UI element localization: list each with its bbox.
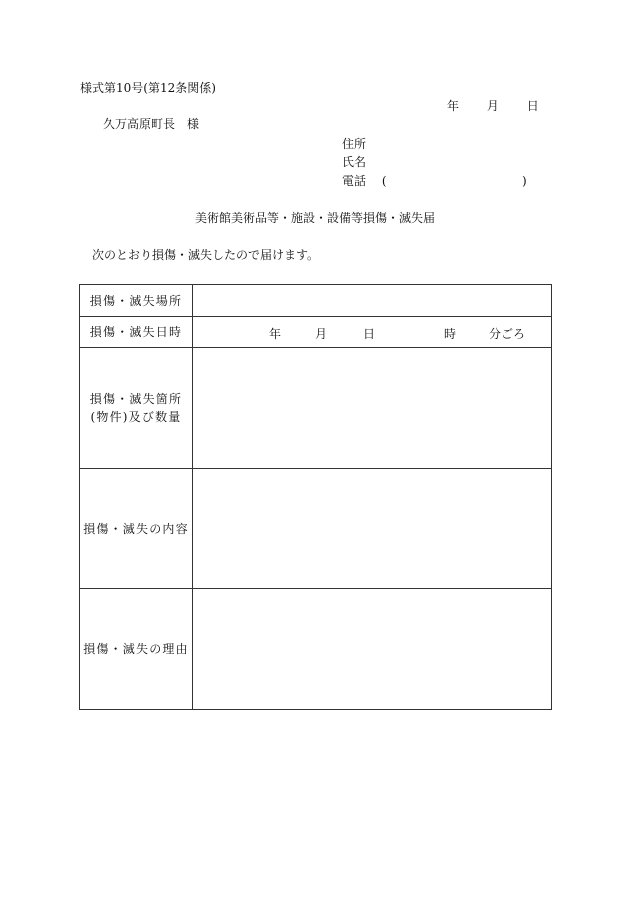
datetime-day-label: 日 <box>363 327 376 341</box>
items-value-cell[interactable] <box>193 348 552 469</box>
content-label: 損傷・滅失の内容 <box>80 469 193 589</box>
items-label-line2: (物件)及び数量 <box>90 410 182 424</box>
submission-date <box>447 99 539 113</box>
phone-open-paren: ( <box>381 174 387 188</box>
datetime-year-label: 年 <box>269 327 282 341</box>
datetime-row <box>80 317 552 348</box>
content-value-cell[interactable] <box>193 469 552 589</box>
date-year-label: 年 <box>447 99 460 113</box>
reason-row <box>80 589 552 710</box>
datetime-hour-label: 時 <box>444 327 457 341</box>
reason-value-cell[interactable] <box>193 589 552 710</box>
date-day-label: 日 <box>526 99 539 113</box>
addressee: 久万高原町長 様 <box>103 117 200 131</box>
items-label-line1: 損傷・滅失箇所 <box>89 392 183 406</box>
name-label: 氏名 <box>342 155 367 169</box>
datetime-value-cell[interactable] <box>193 317 552 348</box>
datetime-minute-label: 分ごろ <box>489 327 526 341</box>
reason-label: 損傷・滅失の理由 <box>80 589 193 710</box>
items-label <box>80 348 193 469</box>
address-label: 住所 <box>342 137 367 151</box>
datetime-label: 損傷・滅失日時 <box>80 317 193 348</box>
location-label: 損傷・滅失場所 <box>80 285 193 317</box>
date-month-label: 月 <box>486 99 499 113</box>
location-value-cell[interactable] <box>193 285 552 317</box>
page-title: 美術館美術品等・施設・設備等損傷・滅失届 <box>194 211 435 225</box>
phone-close-paren: ) <box>522 174 527 188</box>
intro-text: 次のとおり損傷・滅失したので届けます。 <box>92 248 320 262</box>
content-row <box>80 469 552 589</box>
phone-label: 電話 <box>342 174 367 188</box>
phone-field <box>342 174 527 188</box>
report-table <box>79 284 552 710</box>
items-row <box>80 348 552 469</box>
form-number: 様式第10号(第12条関係) <box>80 81 216 95</box>
location-row <box>80 285 552 317</box>
datetime-month-label: 月 <box>315 327 328 341</box>
